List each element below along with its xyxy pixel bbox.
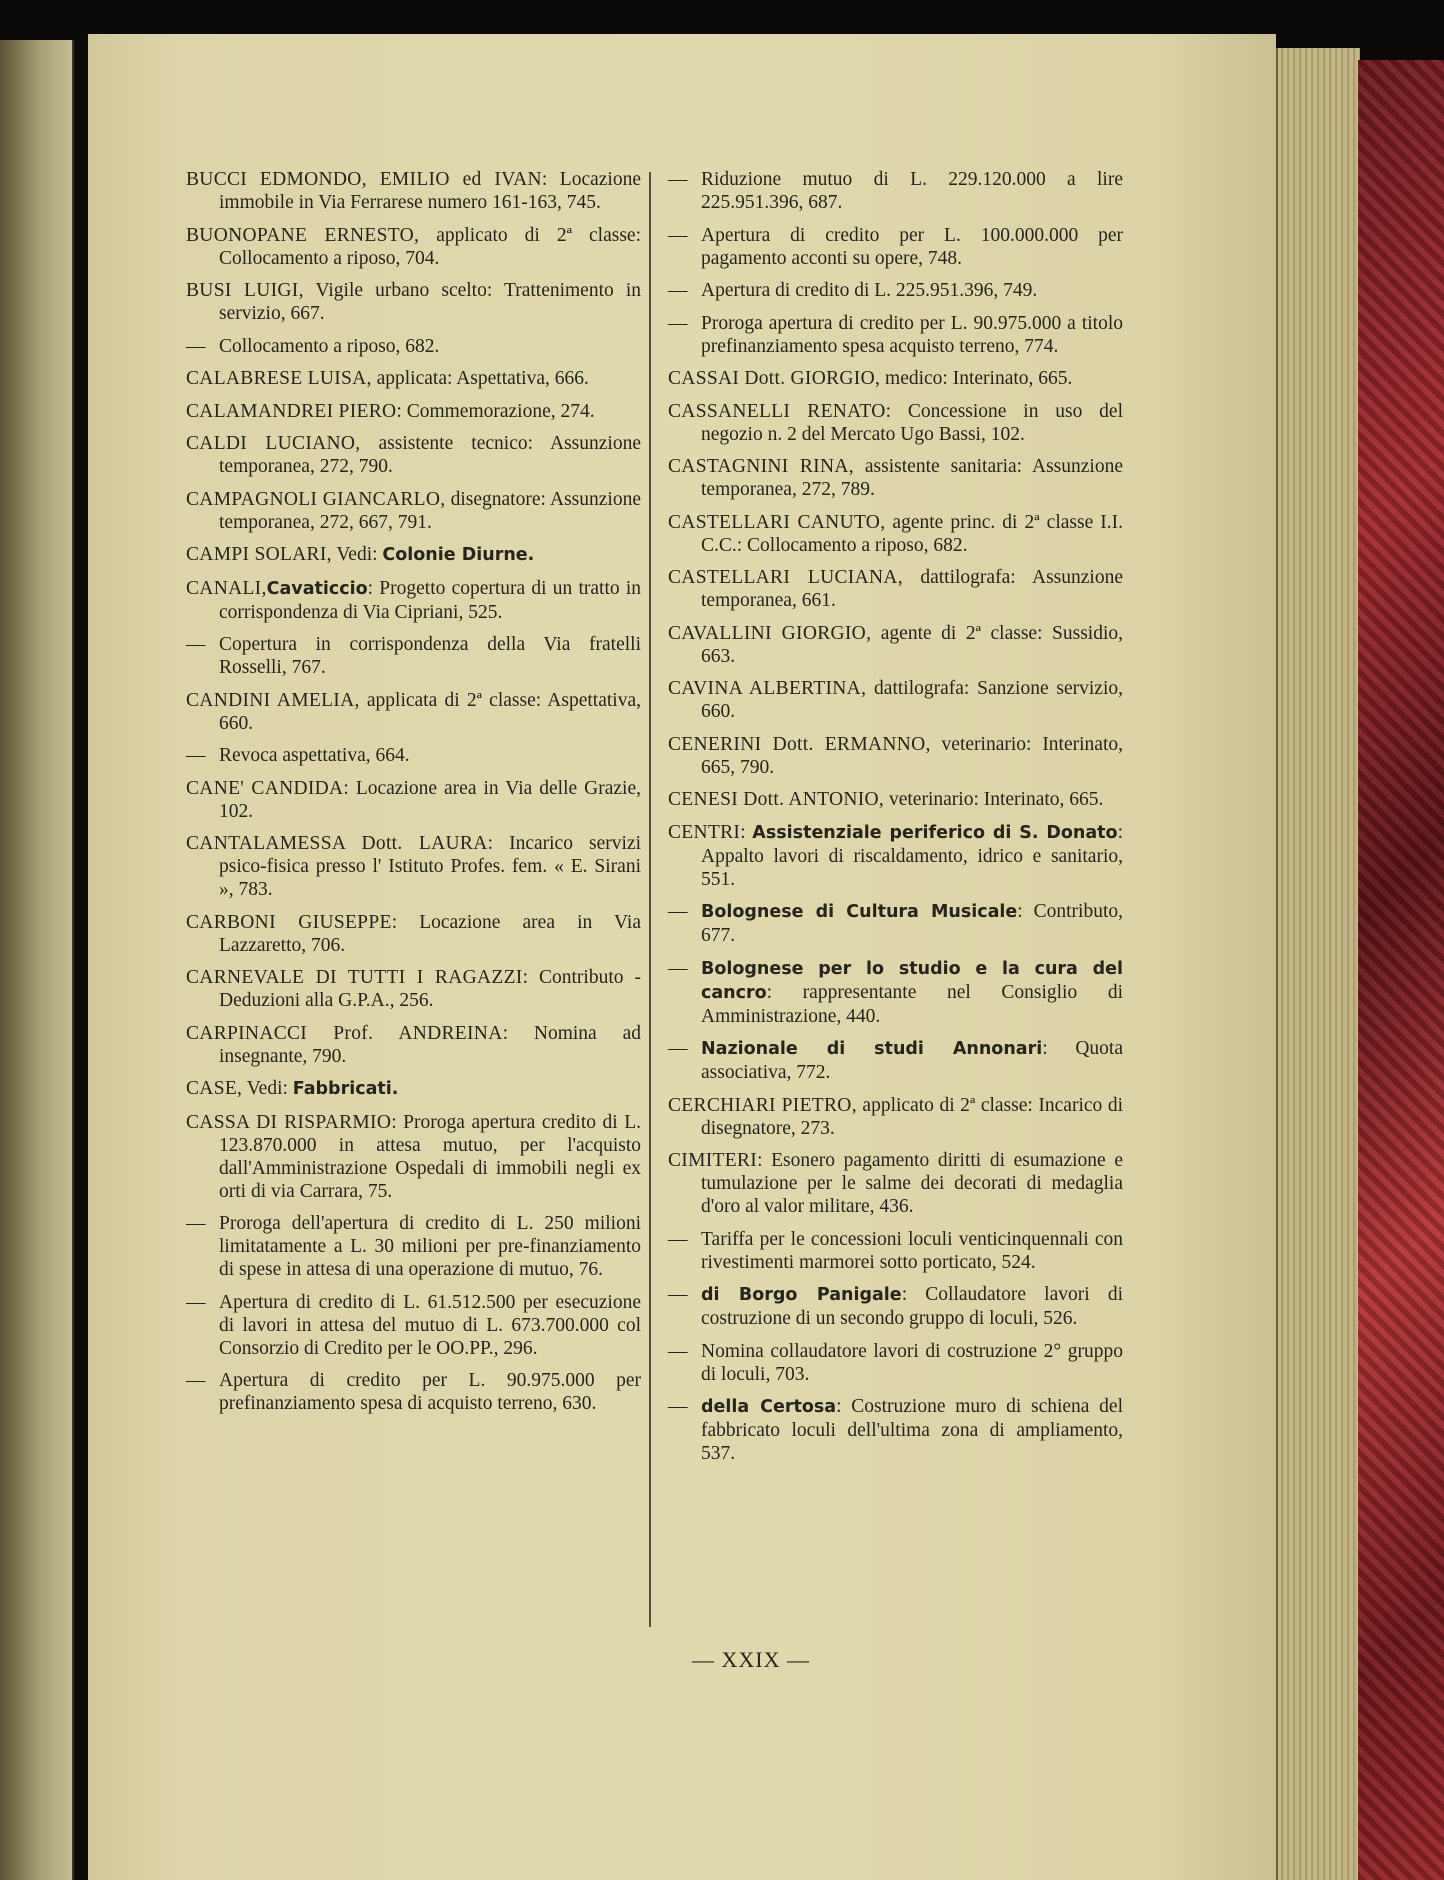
index-entry: [668, 900, 1123, 947]
index-entry: [186, 744, 641, 767]
entry-text: dattilografa: Sanzione servizio, 660.: [701, 678, 1123, 722]
entry-heading: CAVALLINI GIORGIO,: [668, 622, 872, 644]
dash-mark: —: [668, 957, 688, 979]
index-column-right: [668, 168, 1123, 1475]
entry-text: : Commemorazione, 274.: [396, 400, 595, 422]
entry-text: : Quota associativa, 772.: [701, 1038, 1123, 1083]
entry-subheading: Fabbricati.: [292, 1079, 399, 1099]
entry-text: : Esonero pagamento diritti di esumazione e tumulazione per le salme dei decorati di medaglia d'oro al valor militare, 436.: [701, 1150, 1123, 1217]
entry-heading: CASTELLARI LUCIANA,: [668, 567, 903, 588]
index-entry: [186, 224, 641, 270]
entry-text: : Contributo, 677.: [701, 901, 1123, 946]
entry-heading: CENTRI: [668, 821, 741, 843]
index-entry: [186, 689, 641, 735]
index-entry: [186, 832, 641, 901]
index-entry: [186, 400, 641, 423]
entry-heading: CAMPI SOLARI,: [186, 544, 332, 565]
index-entry: [668, 1094, 1123, 1140]
entry-subheading: della Certosa: [701, 1397, 837, 1417]
index-entry: [668, 168, 1123, 214]
entry-heading: CALDI LUCIANO,: [186, 433, 361, 454]
entry-text: : Locazione area in Via delle Grazie, 102.: [219, 777, 641, 822]
index-entry: [668, 367, 1123, 390]
entry-text: Tariffa per le concessioni loculi venticinquennali con rivestimenti marmorei sotto porticato, 524.: [701, 1228, 1123, 1273]
left-page-edge: [0, 40, 74, 1880]
index-entry: [668, 622, 1123, 668]
entry-heading: CASSAI Dott. GIORGIO,: [668, 368, 881, 389]
index-column-left: [186, 168, 641, 1425]
index-entry: [668, 455, 1123, 501]
dash-mark: —: [668, 312, 688, 334]
entry-heading: CANTALAMESSA Dott. LAURA: [186, 833, 488, 854]
index-entry: [186, 1022, 641, 1068]
entry-heading: CAMPAGNOLI GIANCARLO,: [186, 488, 446, 510]
index-entry: [668, 788, 1123, 811]
entry-heading: CALAMANDREI PIERO: [186, 400, 397, 422]
entry-text: Vigile urbano scelto: Trattenimento in servizio, 667.: [219, 280, 641, 324]
entry-heading: CENESI Dott. ANTONIO,: [668, 789, 885, 810]
entry-text: Apertura di credito di L. 61.512.500 per esecuzione di lavori in attesa del mutuo di L. 673.700.000 col Consorzio di Credito per le OO.PP., 296.: [219, 1291, 641, 1359]
dash-mark: —: [668, 280, 688, 301]
entry-text: Vedi:: [331, 544, 383, 565]
entry-text: Revoca aspettativa, 664.: [219, 745, 410, 766]
entry-subheading: Assistenziale periferico di S. Donato: [752, 822, 1118, 843]
dash-mark: —: [186, 634, 206, 655]
index-entry: [668, 1037, 1123, 1084]
entry-heading: CIMITERI: [668, 1150, 758, 1171]
entry-heading: CENERINI Dott. ERMANNO,: [668, 733, 931, 755]
entry-text: Apertura di credito per L. 90.975.000 per prefinanziamento spesa di acquisto terreno, 630.: [219, 1370, 641, 1414]
page-number: [0, 1647, 1444, 1673]
entry-subheading: Bolognese per lo studio e la cura del cancro: [701, 958, 1123, 1003]
dash-mark: —: [668, 1038, 688, 1059]
entry-text: veterinario: Interinato, 665, 790.: [701, 733, 1123, 778]
index-entry: [668, 1228, 1123, 1274]
dash-mark: —: [668, 1396, 688, 1417]
entry-text: applicato di 2ª classe: Incarico di disegnatore, 273.: [701, 1094, 1123, 1139]
dash-mark: —: [186, 1213, 206, 1234]
index-entry: [668, 1283, 1123, 1330]
index-entry: [186, 1212, 641, 1281]
entry-heading: CANDINI AMELIA,: [186, 689, 360, 711]
entry-heading: BUCCI EDMONDO, EMILIO ed IVAN: [186, 169, 542, 190]
dash-mark: —: [668, 1228, 688, 1250]
entry-heading: CASSA DI RISPARMIO: [186, 1111, 392, 1133]
dash-mark: —: [668, 169, 688, 190]
index-entry: [668, 312, 1123, 358]
dash-mark: —: [186, 335, 206, 357]
book-cover: [1358, 60, 1444, 1880]
entry-text: Apertura di credito per L. 100.000.000 per pagamento acconti su opere, 748.: [701, 224, 1123, 269]
index-entry: [668, 1340, 1123, 1386]
index-entry: [668, 677, 1123, 723]
dash-mark: —: [186, 1291, 206, 1313]
entry-heading: CASSANELLI RENATO: [668, 400, 886, 422]
entry-text: medico: Interinato, 665.: [880, 368, 1073, 389]
entry-text: agente di 2ª classe: Sussidio, 663.: [701, 622, 1124, 667]
entry-heading: CANALI,: [186, 577, 267, 599]
index-entry: [186, 966, 641, 1012]
entry-text: Collocamento a riposo, 682.: [219, 335, 440, 357]
index-entry: [186, 1291, 641, 1360]
entry-text: Riduzione mutuo di L. 229.120.000 a lire 225.951.396, 687.: [701, 169, 1123, 213]
index-entry: [186, 432, 641, 478]
index-entry: [186, 777, 641, 823]
entry-text: agente princ. di 2ª classe I.I. C.C.: Collocamento a riposo, 682.: [701, 511, 1123, 556]
entry-heading: BUONOPANE ERNESTO,: [186, 224, 420, 246]
index-entry: [668, 821, 1123, 891]
entry-heading: CAVINA ALBERTINA,: [668, 678, 867, 699]
index-entry: [186, 911, 641, 957]
page-block-edges: [1276, 48, 1360, 1880]
entry-text: : Collaudatore lavori di costruzione di un secondo gruppo di loculi, 526.: [701, 1284, 1124, 1329]
entry-text: : Locazione immobile in Via Ferrarese numero 161-163, 745.: [219, 169, 641, 213]
entry-subheading: Nazionale di studi Annonari: [701, 1039, 1043, 1059]
entry-heading: CANE' CANDIDA: [186, 777, 344, 799]
entry-heading: CARNEVALE DI TUTTI I RAGAZZI: [186, 967, 523, 988]
page-number-text: — XXIX —: [692, 1647, 810, 1672]
entry-text: : Progetto copertura di un tratto in corrispondenza di Via Cipriani, 525.: [219, 577, 641, 623]
index-entry: [668, 400, 1123, 446]
entry-heading: CARBONI GIUSEPPE: [186, 911, 392, 933]
index-entry: [186, 279, 641, 325]
entry-heading: CASE,: [186, 1078, 243, 1099]
index-entry: [186, 543, 641, 567]
entry-text: Copertura in corrispondenza della Via fratelli Rosselli, 767.: [219, 634, 641, 678]
entry-text: applicata: Aspettativa, 666.: [371, 368, 589, 389]
index-entry: [668, 279, 1123, 302]
index-entry: [668, 1395, 1123, 1465]
entry-heading: CALABRESE LUISA,: [186, 368, 372, 389]
index-entry: [186, 488, 641, 534]
dash-mark: —: [668, 1340, 688, 1362]
entry-heading: CASTAGNINI RINA,: [668, 456, 854, 477]
index-entry: [186, 577, 641, 624]
dash-mark: —: [186, 1370, 206, 1391]
entry-text: : Proroga apertura credito di L. 123.870.000 in attesa mutuo, per l'acquisto dall'Amministrazione Ospedali di immobili negli ex orti di via Carrara, 75.: [219, 1111, 641, 1202]
index-entry: [668, 566, 1123, 612]
dash-mark: —: [668, 901, 688, 922]
entry-text: : Appalto lavori di riscaldamento, idrico e sanitario, 551.: [701, 821, 1123, 890]
index-entry: [186, 633, 641, 679]
entry-text: applicata di 2ª classe: Aspettativa, 660.: [219, 689, 641, 734]
entry-text: assistente sanitaria: Assunzione temporanea, 272, 789.: [701, 456, 1123, 500]
entry-text: assistente tecnico: Assunzione temporanea, 272, 790.: [219, 433, 641, 477]
entry-text: Apertura di credito di L. 225.951.396, 749.: [701, 280, 1038, 301]
entry-text: dattilografa: Assunzione temporanea, 661.: [701, 567, 1123, 611]
entry-heading: BUSI LUIGI,: [186, 280, 304, 301]
entry-subheading: Bolognese di Cultura Musicale: [701, 902, 1018, 922]
entry-text: Vedi:: [242, 1078, 293, 1099]
index-entry: [668, 733, 1123, 779]
index-entry: [186, 367, 641, 390]
column-divider: [649, 172, 651, 1627]
entry-text: : Locazione area in Via Lazzaretto, 706.: [219, 911, 641, 956]
entry-text: : Nomina ad insegnante, 790.: [219, 1022, 641, 1067]
index-entry: [668, 957, 1123, 1028]
entry-heading: CERCHIARI PIETRO,: [668, 1094, 857, 1116]
index-entry: [668, 511, 1123, 557]
index-entry: [186, 1111, 641, 1203]
index-entry: [186, 335, 641, 358]
index-entry: [668, 1149, 1123, 1218]
dash-mark: —: [668, 1284, 688, 1305]
entry-heading: CASTELLARI CANUTO,: [668, 511, 886, 533]
entry-subheading: Cavaticcio: [266, 578, 368, 599]
entry-heading: CARPINACCI Prof. ANDREINA: [186, 1022, 503, 1044]
dash-mark: —: [668, 224, 688, 246]
entry-text: : rappresentante nel Consiglio di Amministrazione, 440.: [701, 981, 1123, 1027]
entry-subheading: Colonie Diurne.: [382, 545, 535, 565]
punctuation: :: [740, 821, 753, 843]
index-entry: [186, 1369, 641, 1415]
dash-mark: —: [186, 745, 206, 766]
entry-text: : Incarico servizi psico-fisica presso l' Istituto Profes. fem. « E. Sirani », 783.: [219, 833, 641, 900]
entry-text: Nomina collaudatore lavori di costruzione 2° gruppo di loculi, 703.: [701, 1340, 1123, 1385]
entry-text: Proroga apertura di credito per L. 90.975.000 a titolo prefinanziamento spesa acquisto terreno, 774.: [701, 312, 1123, 357]
index-entry: [186, 168, 641, 214]
index-entry: [186, 1077, 641, 1101]
entry-subheading: di Borgo Panigale: [701, 1285, 902, 1305]
index-entry: [668, 224, 1123, 270]
entry-text: applicato di 2ª classe: Collocamento a riposo, 704.: [219, 224, 642, 269]
entry-text: : Costruzione muro di schiena del fabbricato loculi dell'ultima zona di ampliamento, 537.: [701, 1396, 1123, 1464]
entry-text: : Contributo - Deduzioni alla G.P.A., 256.: [219, 967, 641, 1011]
entry-text: veterinario: Interinato, 665.: [884, 789, 1104, 810]
entry-text: : Concessione in uso del negozio n. 2 del Mercato Ugo Bassi, 102.: [701, 400, 1123, 445]
entry-text: Proroga dell'apertura di credito di L. 250 milioni limitatamente a L. 30 milioni per pre-finanziamento di spese in attesa di una operazione di mutuo, 76.: [219, 1213, 641, 1280]
entry-text: disegnatore: Assunzione temporanea, 272, 667, 791.: [219, 488, 641, 533]
